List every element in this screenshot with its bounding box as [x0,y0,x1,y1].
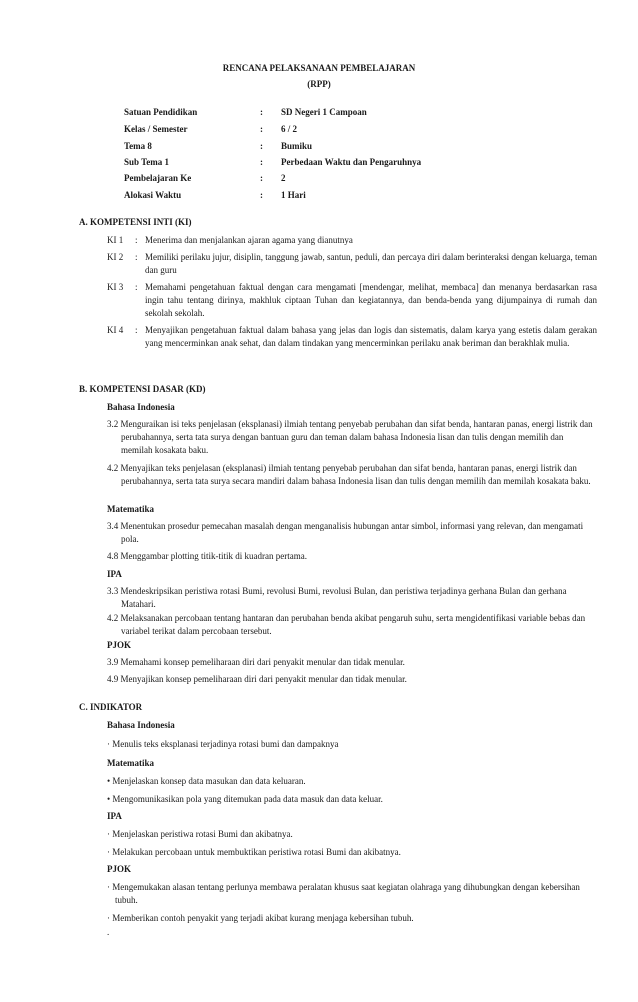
subject-heading: Matematika [107,758,154,768]
indicator-item: · Menjelaskan peristiwa rotasi Bumi dan akibatnya. [107,829,293,839]
identity-label: Pembelajaran Ke [124,173,192,183]
identity-row [124,172,604,188]
identity-colon: : [260,141,263,151]
ki-code: KI 3 [107,282,124,292]
identity-label: Tema 8 [124,141,152,151]
subject-heading: IPA [107,569,122,579]
indicator-item: • Mengomunikasikan pola yang ditemukan pada data masuk dan data keluar. [107,794,383,804]
ki-colon: : [135,235,138,245]
identity-row [124,106,604,122]
identity-label: Alokasi Waktu [124,190,182,200]
subject-heading: IPA [107,811,122,821]
identity-colon: : [260,107,263,117]
identity-colon: : [260,124,263,134]
identity-row [124,189,604,205]
identity-colon: : [260,190,263,200]
identity-row [124,123,604,139]
ki-colon: : [135,282,138,292]
kd-text: 4.2 Melaksanakan percobaan tentang hantaran dan perubahan benda akibat pengaruh suhu, serta mengidentifikasi variable bebas dan variabel terikat dalam percobaan tersebut. [107,613,586,636]
ki-code: KI 4 [107,325,124,335]
kd-text: 3.9 Memahami konsep pemeliharaan diri dari penyakit menular dan tidak menular. [107,657,405,667]
ki-text: Menyajikan pengetahuan faktual dalam bahasa yang jelas dan logis dan sistematis, dalam karya yang estetis dalam gerakan yang mencerminkan anak sehat, dan dalam tindakan yang mencerminkan perilaku anak beriman dan berakhlak mulia. [145,325,597,348]
subject-heading: PJOK [107,864,131,874]
identity-label: Kelas / Semester [124,124,188,134]
document-subtitle: (RPP) [307,79,331,89]
document-title: RENCANA PELAKSANAAN PEMBELAJARAN [222,63,416,73]
subject-heading: Matematika [107,504,154,514]
section-c-heading: C. INDIKATOR [79,702,143,712]
indicator-item: • Menjelaskan konsep data masukan dan data keluaran. [107,776,306,786]
ki-text: Memahami pengetahuan faktual dengan cara mengamati [mendengar, melihat, membaca] dan menanya berdasarkan rasa ingin tahu tentang dirinya, makhluk ciptaan Tuhan dan kegiatannya, dan benda-benda yang dijumpainya di rumah dan sekolah sekolah. [145,282,597,318]
indicator-item: · Menulis teks eksplanasi terjadinya rotasi bumi dan dampaknya [107,739,339,749]
identity-value: Perbedaan Waktu dan Pengaruhnya [281,157,422,167]
identity-value: SD Negeri 1 Campoan [281,107,367,117]
identity-colon: : [260,157,263,167]
identity-colon: : [260,173,263,183]
indicator-item: · Melakukan percobaan untuk membuktikan peristiwa rotasi Bumi dan akibatnya. [107,847,401,857]
kd-text: 3.3 Mendeskripsikan peristiwa rotasi Bumi, revolusi Bumi, revolusi Bulan, dan peristiwa terjadinya gerhana Bulan dan gerhana Matahari. [107,586,567,609]
indicator-item: · Memberikan contoh penyakit yang terjadi akibat kurang menjaga kebersihan tubuh. [107,913,414,923]
indicator-item: · Mengemukakan alasan tentang perlunya membawa peralatan khusus saat kegiatan olahraga yang dihubungkan dengan kebersihan tubuh. [107,882,580,905]
ki-text: Memiliki perilaku jujur, disiplin, tanggung jawab, santun, peduli, dan percaya diri dalam berinteraksi dengan keluarga, teman dan guru [145,252,597,275]
identity-value: 6 / 2 [281,124,298,134]
identity-label: Satuan Pendidikan [124,107,198,117]
kd-text: 4.9 Menyajikan konsep pemeliharaan diri dari penyakit menular dan tidak menular. [107,674,407,684]
identity-value: Bumiku [281,141,313,151]
identity-row [124,140,604,156]
ki-code: KI 2 [107,252,124,262]
identity-value: 2 [281,173,286,183]
indicator-trailing: . [107,927,110,937]
subject-heading: Bahasa Indonesia [107,402,175,412]
section-a-heading: A. KOMPETENSI INTI (KI) [79,217,192,227]
kd-text: 3.2 Menguraikan isi teks penjelasan (eksplanasi) ilmiah tentang penyebab perubahan dan sifat benda, hantaran panas, energi listrik dan perubahannya, serta tata surya dengan bantuan guru dan teman dalam bahasa Indonesia lisan dan tulis dengan memilih dan memilah kosakata baku. [107,419,593,455]
subject-heading: PJOK [107,640,131,650]
identity-value: 1 Hari [281,190,306,200]
kd-text: 4.8 Menggambar plotting titik-titik di kuadran pertama. [107,551,307,561]
ki-colon: : [135,325,138,335]
kd-text: 3.4 Menentukan prosedur pemecahan masalah dengan menganalisis hubungan antar simbol, informasi yang relevan, dan mengamati pola. [107,521,584,544]
identity-row [124,156,604,172]
ki-text: Menerima dan menjalankan ajaran agama yang dianutnya [145,235,353,245]
kd-text: 4.2 Menyajikan teks penjelasan (eksplanasi) ilmiah tentang penyebab perubahan dan sifat benda, hantaran panas, energi listrik dan perubahannya, serta tata surya secara mandiri dalam bahasa Indonesia lisan dan tulis dengan memilih dan memilah kosakata baku. [107,463,591,486]
subject-heading: Bahasa Indonesia [107,720,175,730]
ki-code: KI 1 [107,235,124,245]
identity-label: Sub Tema 1 [124,157,170,167]
ki-colon: : [135,252,138,262]
section-b-heading: B. KOMPETENSI DASAR (KD) [79,384,206,394]
